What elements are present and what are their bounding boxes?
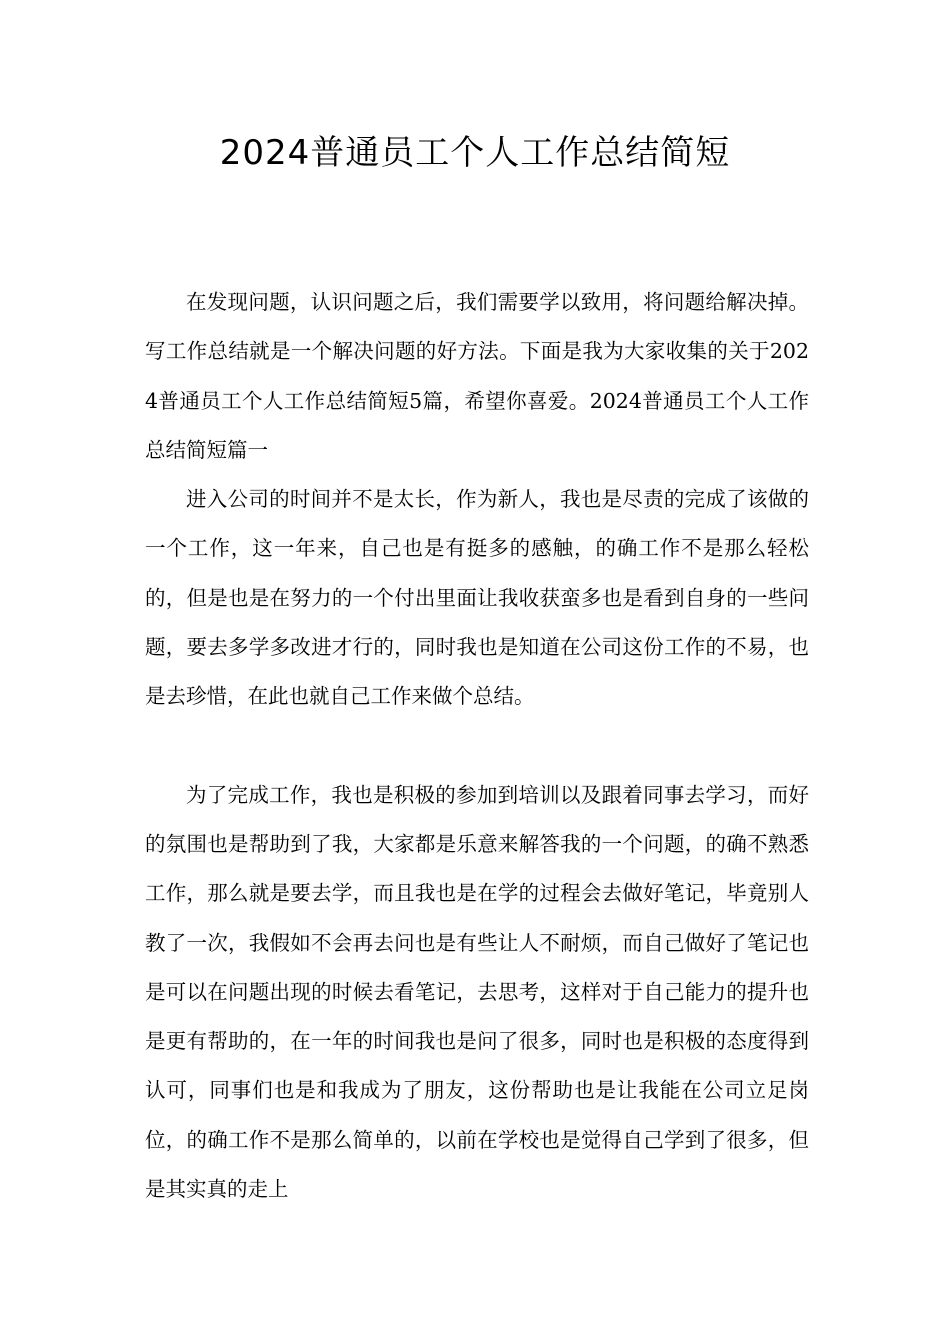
document-body [145,278,809,1214]
paragraph-1: 进入公司的时间并不是太长，作为新人，我也是尽责的完成了该做的一个工作，这一年来，自己也是有挺多的感触，的确工作不是那么轻松的，但是也是在努力的一个付出里面让我收获蛮多也是看到自身的一些问题，要去多学多改进才行的，同时我也是知道在公司这份工作的不易，也是去珍惜，在此也就自己工作来做个总结。 [145,487,809,709]
document-title: 2024普通员工个人工作总结简短 [219,133,731,173]
paragraph-intro: 在发现问题，认识问题之后，我们需要学以致用，将问题给解决掉。写工作总结就是一个解决问题的好方法。下面是我为大家收集的关于2024普通员工个人工作总结简短5篇，希望你喜爱。2024普通员工个人工作总结简短篇一 [145,290,809,462]
paragraph-2: 为了完成工作，我也是积极的参加到培训以及跟着同事去学习，而好的氛围也是帮助到了我，大家都是乐意来解答我的一个问题，的确不熟悉工作，那么就是要去学，而且我也是在学的过程会去做好笔记，毕竟别人教了一次，我假如不会再去问也是有些让人不耐烦，而自己做好了笔记也是可以在问题出现的时候去看笔记，去思考，这样对于自己能力的提升也是更有帮助的，在一年的时间我也是问了很多，同时也是积极的态度得到认可，同事们也是和我成为了朋友，这份帮助也是让我能在公司立足岗位，的确工作不是那么简单的，以前在学校也是觉得自己学到了很多，但是其实真的走上 [145,782,809,1202]
